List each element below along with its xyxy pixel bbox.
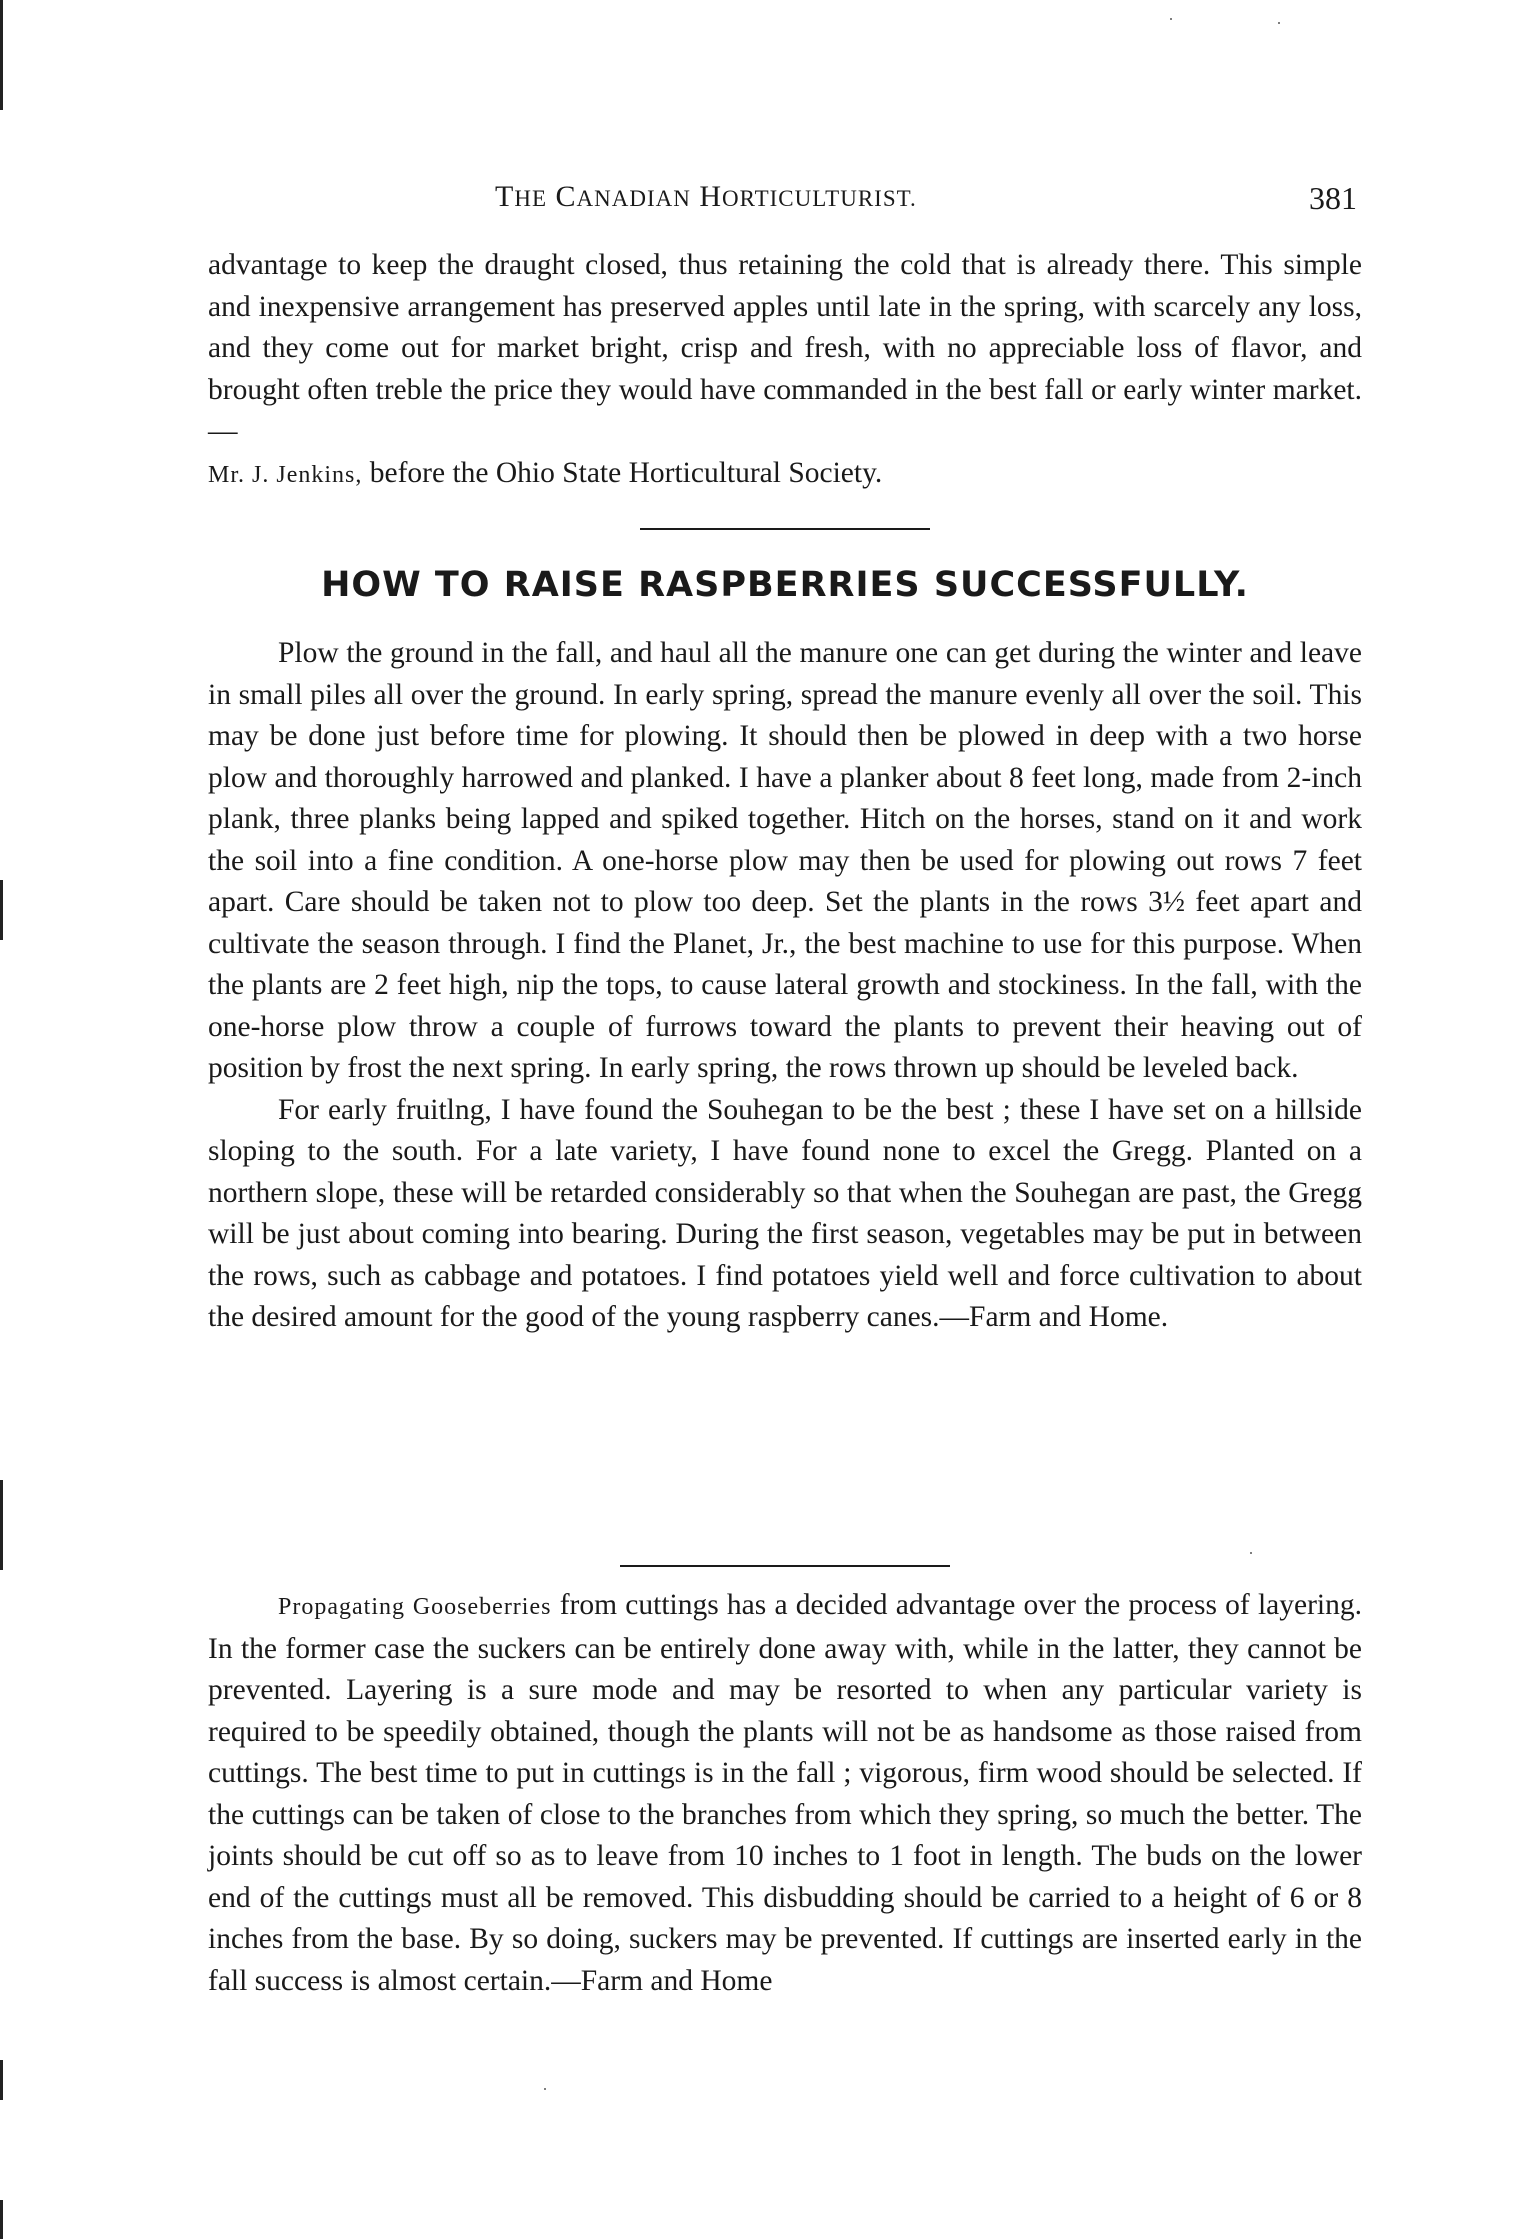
continued-article [208, 245, 1362, 496]
scan-edge-mark [0, 2060, 3, 2100]
scan-edge-mark [0, 880, 3, 940]
dust-speck [1250, 1552, 1252, 1554]
scan-edge-mark [0, 0, 3, 110]
gooseberries-article [208, 1585, 1362, 2002]
attribution-name: Mr. J. Jenkins, [208, 461, 363, 488]
article-paragraph: For early fruitlng, I have found the Souhegan to be the best ; these I have set on a hillside sloping to the south. For a late variety, I have found none to excel the Gregg. Planted on a northern slope, these will be retarded considerably so that when the Souhegan are past, the Gregg will be just about coming into bearing. During the first season, vegetables may be put in between the rows, such as cabbage and potatoes. I find potatoes yield well and force cultivation to about the desired amount for the good of the young raspberry canes.—Farm and Home. [208, 1093, 1362, 1333]
article-paragraph: Plow the ground in the fall, and haul all the manure one can get during the winter and leave in small piles all over the ground. In early spring, spread the manure evenly all over the soil. This may be done just before time for plowing. It should then be plowed in deep with a two horse plow and thoroughly harrowed and planked. I have a planker about 8 feet long, made from 2-inch plank, three planks being lapped and spiked together. Hitch on the horses, stand on it and work the soil into a fine condition. A one-horse plow may then be used for plowing out rows 7 feet apart. Care should be taken not to plow too deep. Set the plants in the rows 3½ feet apart and cultivate the season through. I find the Planet, Jr., the best machine to use for this purpose. When the plants are 2 feet high, nip the tops, to cause lateral growth and stockiness. In the fall, with the one-horse plow throw a couple of furrows toward the plants to prevent their heaving out of position by frost the next spring. In early spring, the rows thrown up should be leveled back. [208, 637, 1362, 1084]
article-headline: HOW TO RAISE RASPBERRIES SUCCESSFULLY. [321, 565, 1249, 605]
article-paragraph: Propagating Gooseberries from cuttings has a decided advantage over the process of layering. In the former case the suckers can be entirely done away with, while in the latter, they cannot be prevented. Layering is a sure mode and may be resorted to when any particular variety is required to be speedily obtained, though the plants will not be as handsome as those raised from cuttings. The best time to put in cuttings is in the fall ; vigorous, firm wood should be selected. If the cuttings can be taken of close to the branches from which they spring, so much the better. The joints should be cut off so as to leave from 10 inches to 1 foot in length. The buds on the lower end of the cuttings must all be removed. This disbudding should be carried to a height of 6 or 8 inches from the base. By so doing, suckers may be prevented. If cuttings are inserted early in the fall success is almost certain.—Farm and Home [208, 1589, 1363, 1997]
continued-paragraph: advantage to keep the draught closed, thus retaining the cold that is already there. This simple and inexpensive arrangement has preserved apples until late in the spring, with scarcely any loss, and they come out for market bright, crisp and fresh, with no appreciable loss of flavor, and brought often treble the price they would have commanded in the best fall or early winter market.— Mr. J. Jenkins, before the Ohio State Horticultural Society. [208, 249, 1362, 489]
dust-speck [544, 2088, 546, 2090]
section-divider [640, 528, 930, 530]
lead-in-caps: Propagating Gooseberries [278, 1594, 552, 1620]
dust-speck [1170, 18, 1172, 20]
scan-edge-mark [0, 1480, 3, 1570]
scan-edge-mark [0, 2200, 3, 2239]
running-title: THE CANADIAN HORTICULTURIST. [495, 180, 917, 213]
dust-speck [1278, 22, 1280, 24]
page-header [495, 180, 1395, 220]
page-number: 381 [1309, 180, 1357, 216]
section-divider [620, 1565, 950, 1567]
raspberries-article [208, 633, 1362, 1339]
